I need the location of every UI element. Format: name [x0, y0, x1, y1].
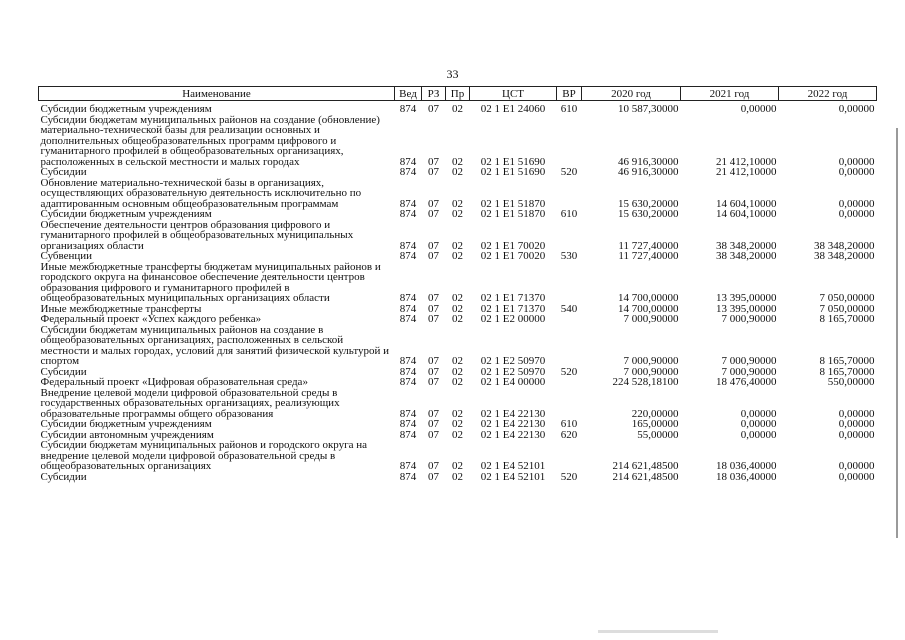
- row-amount-2021: 18 036,40000: [716, 460, 777, 472]
- row-rz: 07: [428, 428, 439, 441]
- row-amount-2021: 18 036,40000: [716, 470, 777, 483]
- row-amount-2022: 0,00000: [838, 155, 875, 168]
- row-amount-2022: 0,00000: [838, 103, 875, 115]
- header-year-2021: 2021 год: [681, 87, 779, 101]
- row-cst: 02 1 E1 51690: [480, 166, 546, 178]
- row-vr: 610: [560, 208, 578, 220]
- row-ved: 874: [399, 470, 417, 483]
- row-amount-2020: 14 700,00000: [618, 302, 679, 315]
- row-amount-2022: 0,00000: [838, 418, 875, 430]
- row-rz: 07: [428, 313, 439, 325]
- row-name: Субсидии: [40, 166, 87, 178]
- row-amount-2021: 0,00000: [740, 418, 777, 430]
- table-row: [39, 440, 877, 472]
- row-cst: 02 1 E4 52101: [480, 470, 546, 483]
- table-row: [39, 262, 877, 304]
- row-amount-2021: 38 348,20000: [716, 239, 777, 252]
- row-ved: 874: [399, 460, 417, 472]
- row-name: Обновление материально-технической базы в организациях, осуществляющих образовательную деятельность исключительно по адаптированным основным общеобразовательным программам: [40, 176, 362, 210]
- table-row: [39, 325, 877, 367]
- row-name: Субсидии бюджетным учреждениям: [40, 418, 212, 430]
- row-vr: [557, 220, 582, 252]
- row-pr: 02: [452, 208, 463, 220]
- row-vr: 520: [560, 365, 578, 378]
- row-amount-2021: 7 000,90000: [721, 355, 777, 367]
- row-rz: 07: [428, 460, 439, 472]
- table-row: [39, 209, 877, 220]
- row-rz: 07: [428, 418, 439, 430]
- table-row: [39, 167, 877, 178]
- row-cst: 02 1 E2 00000: [480, 313, 546, 325]
- row-amount-2021: 38 348,20000: [716, 250, 777, 262]
- row-amount-2020: 7 000,90000: [623, 313, 679, 325]
- row-amount-2022: 38 348,20000: [814, 250, 875, 262]
- row-ved: 874: [399, 155, 417, 168]
- row-vr: [557, 178, 582, 210]
- row-pr: 02: [452, 197, 463, 210]
- row-rz: 07: [428, 155, 439, 168]
- row-ved: 874: [399, 313, 417, 325]
- row-pr: 02: [452, 302, 463, 315]
- row-name: Субсидии: [40, 365, 87, 378]
- row-vr: [557, 115, 582, 168]
- table-row: [39, 472, 877, 483]
- budget-table: [38, 86, 877, 482]
- row-amount-2021: 18 476,40000: [716, 376, 777, 388]
- row-name: Субсидии бюджетам муниципальных районов и городского округа на внедрение целевой модели цифровой образовательной среды в общеобразовательных организациях: [40, 439, 368, 472]
- row-amount-2022: 0,00000: [838, 460, 875, 472]
- row-pr: 02: [452, 365, 463, 378]
- row-name: Обеспечение деятельности центров образования цифрового и гуманитарного профилей в общеобразовательных муниципальных организациях области: [40, 218, 354, 252]
- row-name: Внедрение целевой модели цифровой образовательной среды в государственных образовательных организациях, реализующих образовательные программы общего образования: [40, 386, 340, 420]
- row-cst: 02 1 E4 22130: [480, 418, 546, 430]
- row-ved: 874: [399, 376, 417, 388]
- row-name: Федеральный проект «Успех каждого ребенка»: [40, 313, 262, 325]
- row-amount-2022: 0,00000: [838, 407, 875, 420]
- row-vr: [557, 262, 582, 304]
- row-rz: 07: [428, 250, 439, 262]
- row-amount-2020: 11 727,40000: [618, 250, 679, 262]
- header-vr: ВР: [557, 87, 582, 101]
- row-pr: 02: [452, 407, 463, 420]
- row-pr: 02: [452, 166, 463, 178]
- table-row: [39, 115, 877, 168]
- row-cst: 02 1 E4 00000: [480, 376, 546, 388]
- row-rz: 07: [428, 365, 439, 378]
- row-cst: 02 1 E4 22130: [480, 407, 546, 420]
- row-amount-2020: 220,00000: [631, 407, 679, 420]
- row-cst: 02 1 E1 24060: [480, 103, 546, 115]
- header-cst: ЦСТ: [470, 87, 557, 101]
- row-pr: 02: [452, 250, 463, 262]
- row-amount-2021: 14 604,10000: [716, 197, 777, 210]
- row-ved: 874: [399, 103, 417, 115]
- row-name: Субсидии: [40, 470, 87, 483]
- row-ved: 874: [399, 302, 417, 315]
- table-row: [39, 104, 877, 115]
- row-amount-2020: 214 621,48500: [612, 460, 679, 472]
- row-amount-2022: 0,00000: [838, 470, 875, 483]
- row-amount-2021: 7 000,90000: [721, 313, 777, 325]
- row-cst: 02 1 E1 51690: [480, 155, 546, 168]
- row-amount-2020: 15 630,20000: [618, 197, 679, 210]
- table-row: [39, 388, 877, 420]
- row-amount-2022: 8 165,70000: [819, 313, 875, 325]
- row-vr: 530: [560, 250, 578, 262]
- row-ved: 874: [399, 418, 417, 430]
- row-amount-2020: 10 587,30000: [618, 103, 679, 115]
- row-amount-2021: 21 412,10000: [716, 166, 777, 178]
- row-amount-2020: 15 630,20000: [618, 208, 679, 220]
- row-name: Субсидии автономным учреждениям: [40, 428, 214, 441]
- row-amount-2021: 13 395,00000: [716, 302, 777, 315]
- row-vr: 610: [560, 103, 578, 115]
- row-vr: [557, 377, 582, 388]
- row-rz: 07: [428, 197, 439, 210]
- row-cst: 02 1 E1 70020: [480, 250, 546, 262]
- row-amount-2022: 550,00000: [827, 376, 875, 388]
- row-pr: 02: [452, 355, 463, 367]
- row-amount-2020: 224 528,18100: [612, 376, 679, 388]
- row-pr: 02: [452, 103, 463, 115]
- row-vr: 620: [560, 428, 578, 441]
- row-amount-2021: 0,00000: [740, 428, 777, 441]
- row-vr: [557, 440, 582, 472]
- row-ved: 874: [399, 365, 417, 378]
- row-name: Субсидии бюджетам муниципальных районов на создание в общеобразовательных организациях, расположенных в сельской местности и малых городах, условий для занятий физической культурой и спортом: [40, 323, 390, 367]
- row-vr: 610: [560, 418, 578, 430]
- row-cst: 02 1 E1 71370: [480, 302, 546, 315]
- row-ved: 874: [399, 166, 417, 178]
- row-amount-2021: 21 412,10000: [716, 155, 777, 168]
- row-pr: 02: [452, 418, 463, 430]
- row-pr: 02: [452, 376, 463, 388]
- row-cst: 02 1 E4 52101: [480, 460, 546, 472]
- row-rz: 07: [428, 302, 439, 315]
- row-amount-2020: 165,00000: [631, 418, 679, 430]
- row-vr: [557, 325, 582, 367]
- row-amount-2020: 214 621,48500: [612, 470, 679, 483]
- table-row: [39, 251, 877, 262]
- page-number: 33: [446, 67, 459, 81]
- header-rz: РЗ: [422, 87, 446, 101]
- row-rz: 07: [428, 208, 439, 220]
- row-cst: 02 1 E2 50970: [480, 365, 546, 378]
- row-rz: 07: [428, 239, 439, 252]
- row-amount-2021: 14 604,10000: [716, 208, 777, 220]
- row-ved: 874: [399, 239, 417, 252]
- row-name: Субсидии бюджетным учреждениям: [40, 103, 212, 115]
- row-vr: 520: [560, 470, 578, 483]
- row-ved: 874: [399, 292, 417, 304]
- row-rz: 07: [428, 407, 439, 420]
- row-amount-2021: 0,00000: [740, 103, 777, 115]
- row-amount-2022: 0,00000: [838, 197, 875, 210]
- row-rz: 07: [428, 376, 439, 388]
- row-pr: 02: [452, 313, 463, 325]
- header-year-2022: 2022 год: [779, 87, 877, 101]
- row-pr: 02: [452, 239, 463, 252]
- row-amount-2022: 8 165,70000: [819, 365, 875, 378]
- row-name: Субсидии бюджетам муниципальных районов на создание (обновление) материально-технической базы для реализации основных и дополнительных общеобразовательных программ цифрового и гуманитарного профилей в общеобразовательных организациях, расположенных в сельской местности и малых городах: [40, 113, 380, 168]
- row-pr: 02: [452, 292, 463, 304]
- row-amount-2022: 38 348,20000: [814, 239, 875, 252]
- row-cst: 02 1 E1 51870: [480, 208, 546, 220]
- scan-smudge: [598, 630, 718, 633]
- row-ved: 874: [399, 355, 417, 367]
- row-name: Федеральный проект «Цифровая образовательная среда»: [40, 376, 308, 388]
- row-cst: 02 1 E1 71370: [480, 292, 546, 304]
- row-name: Иные межбюджетные трансферты бюджетам муниципальных районов и городского округа на финансовое обеспечение деятельности центров образования цифрового и гуманитарного профилей в общеобразовательных муниципальных организациях области: [40, 260, 381, 304]
- row-ved: 874: [399, 250, 417, 262]
- row-amount-2021: 0,00000: [740, 407, 777, 420]
- row-ved: 874: [399, 407, 417, 420]
- row-amount-2022: 0,00000: [838, 428, 875, 441]
- row-amount-2020: 46 916,30000: [618, 155, 679, 168]
- row-cst: 02 1 E1 70020: [480, 239, 546, 252]
- table-row: [39, 419, 877, 430]
- row-cst: 02 1 E4 22130: [480, 428, 546, 441]
- header-year-2020: 2020 год: [582, 87, 681, 101]
- row-pr: 02: [452, 428, 463, 441]
- row-rz: 07: [428, 470, 439, 483]
- row-amount-2020: 11 727,40000: [618, 239, 679, 252]
- row-vr: [557, 314, 582, 325]
- row-rz: 07: [428, 292, 439, 304]
- row-cst: 02 1 E2 50970: [480, 355, 546, 367]
- row-name: Иные межбюджетные трансферты: [40, 302, 202, 315]
- budget-table-body: [39, 104, 877, 482]
- table-row: [39, 220, 877, 252]
- row-pr: 02: [452, 460, 463, 472]
- row-ved: 874: [399, 428, 417, 441]
- table-row: [39, 178, 877, 210]
- row-vr: [557, 388, 582, 420]
- row-name: Субсидии бюджетным учреждениям: [40, 208, 212, 220]
- table-row: [39, 314, 877, 325]
- row-rz: 07: [428, 355, 439, 367]
- row-amount-2022: 0,00000: [838, 208, 875, 220]
- row-amount-2020: 46 916,30000: [618, 166, 679, 178]
- header-ved: Вед: [395, 87, 422, 101]
- table-header-row: [39, 87, 877, 101]
- row-vr: 520: [560, 166, 578, 178]
- header-name: Наименование: [39, 87, 395, 101]
- row-amount-2022: 7 050,00000: [819, 292, 875, 304]
- row-rz: 07: [428, 103, 439, 115]
- row-amount-2022: 7 050,00000: [819, 302, 875, 315]
- row-name: Субвенции: [40, 250, 93, 262]
- row-amount-2020: 55,00000: [637, 428, 679, 441]
- row-amount-2022: 0,00000: [838, 166, 875, 178]
- row-amount-2020: 7 000,90000: [623, 365, 679, 378]
- row-ved: 874: [399, 208, 417, 220]
- row-pr: 02: [452, 470, 463, 483]
- row-amount-2022: 8 165,70000: [819, 355, 875, 367]
- row-amount-2020: 14 700,00000: [618, 292, 679, 304]
- row-cst: 02 1 E1 51870: [480, 197, 546, 210]
- row-amount-2021: 13 395,00000: [716, 292, 777, 304]
- table-row: [39, 377, 877, 388]
- row-amount-2020: 7 000,90000: [623, 355, 679, 367]
- scan-edge-mark: [896, 128, 898, 538]
- row-pr: 02: [452, 155, 463, 168]
- row-amount-2021: 7 000,90000: [721, 365, 777, 378]
- header-pr: Пр: [446, 87, 470, 101]
- row-ved: 874: [399, 197, 417, 210]
- row-vr: 540: [560, 302, 578, 315]
- row-rz: 07: [428, 166, 439, 178]
